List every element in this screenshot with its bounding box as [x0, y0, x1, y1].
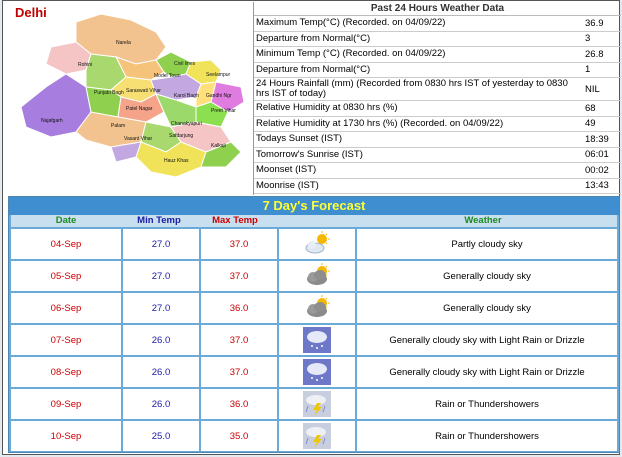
light-rain-icon	[279, 325, 357, 355]
past-24h-label: Moonset (IST)	[256, 164, 317, 176]
forecast-max-temp: 36.0	[201, 389, 279, 419]
forecast-weather: Generally cloudy sky	[443, 302, 531, 314]
past-24h-row	[254, 132, 621, 148]
forecast-weather: Rain or Thundershowers	[435, 398, 539, 410]
delhi-map-panel	[6, 2, 252, 192]
forecast-row	[11, 293, 617, 323]
past-24h-value: 3	[585, 33, 591, 45]
past-24h-label: 24 Hours Rainfall (mm) (Recorded from 0830 hrs IST of yesterday to 0830 hrs IST of today)	[256, 78, 568, 99]
forecast-date: 09-Sep	[11, 389, 123, 419]
past-24h-value: 68	[585, 102, 596, 114]
header-date: Date	[55, 215, 77, 226]
forecast-weather: Generally cloudy sky with Light Rain or Drizzle	[389, 334, 585, 346]
map-label-karol-bagh: Karol Bagh	[174, 93, 199, 99]
past-24h-label: Maximum Temp(°C) (Recorded. on 04/09/22)	[256, 17, 446, 29]
header-icon	[273, 215, 349, 227]
past-24h-row	[254, 63, 621, 79]
past-24h-weather-table	[253, 2, 621, 195]
forecast-row	[11, 261, 617, 291]
forecast-weather: Rain or Thundershowers	[435, 430, 539, 442]
forecast-max-temp: 35.0	[201, 421, 279, 451]
past-24h-row	[254, 16, 621, 32]
map-label-kalkaji: Kalkaji	[211, 143, 226, 149]
past-24h-label: Tomorrow's Sunrise (IST)	[256, 148, 363, 160]
forecast-header-row	[11, 215, 617, 227]
header-min-temp: Min Temp	[137, 215, 181, 226]
forecast-row	[11, 357, 617, 387]
forecast-row	[11, 389, 617, 419]
past-24h-value: 36.9	[585, 17, 604, 29]
past-24h-value: 18:39	[585, 133, 609, 145]
past-24h-value: 26.8	[585, 48, 604, 60]
forecast-date: 08-Sep	[11, 357, 123, 387]
forecast-weather: Generally cloudy sky	[443, 270, 531, 282]
forecast-date: 10-Sep	[11, 421, 123, 451]
past-24h-label: Departure from Normal(°C)	[256, 32, 371, 44]
forecast-weather: Generally cloudy sky with Light Rain or Drizzle	[389, 366, 585, 378]
map-label-vasant-vihar: Vasant Vihar	[124, 136, 153, 142]
map-label-punjabi-bagh: Punjabi Bagh	[94, 90, 124, 96]
past-24h-row	[254, 148, 621, 164]
forecast-max-temp: 37.0	[201, 357, 279, 387]
map-label-palam: Palam	[111, 123, 126, 129]
map-label-chanakyapuri: Chanakyapuri	[171, 121, 202, 127]
past-24h-title: Past 24 Hours Weather Data	[254, 2, 621, 16]
map-label-safdarjung: Safdarjung	[169, 133, 194, 139]
forecast-max-temp: 36.0	[201, 293, 279, 323]
map-label-model-town: Model Town	[154, 73, 181, 79]
past-24h-label: Todays Sunset (IST)	[256, 133, 343, 145]
past-24h-label: Relative Humidity at 0830 hrs (%)	[256, 102, 398, 114]
forecast-max-temp: 37.0	[201, 229, 279, 259]
past-24h-row	[254, 32, 621, 48]
past-24h-value: NIL	[585, 83, 600, 95]
forecast-row	[11, 325, 617, 355]
forecast-min-temp: 27.0	[123, 229, 201, 259]
thundershower-icon	[279, 389, 357, 419]
past-24h-row	[254, 179, 621, 195]
map-label-seelampur: Seelampur	[206, 72, 231, 78]
forecast-weather: Partly cloudy sky	[451, 238, 523, 250]
forecast-max-temp: 37.0	[201, 261, 279, 291]
forecast-date: 04-Sep	[11, 229, 123, 259]
forecast-max-temp: 37.0	[201, 325, 279, 355]
light-rain-icon	[279, 357, 357, 387]
map-label-najafgarh: Najafgarh	[41, 118, 63, 124]
map-label-preet-vihar: Preet Vihar	[211, 108, 236, 114]
thundershower-icon	[279, 421, 357, 451]
forecast-min-temp: 26.0	[123, 325, 201, 355]
forecast-date: 06-Sep	[11, 293, 123, 323]
past-24h-value: 49	[585, 118, 596, 130]
forecast-min-temp: 26.0	[123, 389, 201, 419]
forecast-row	[11, 229, 617, 259]
forecast-min-temp: 27.0	[123, 293, 201, 323]
forecast-min-temp: 26.0	[123, 357, 201, 387]
past-24h-row	[254, 163, 621, 179]
map-label-patel-nagar: Patel Nagar	[126, 106, 153, 112]
map-label-gandhi-nagar: Gandhi Ngr	[206, 93, 232, 99]
forecast-min-temp: 25.0	[123, 421, 201, 451]
delhi-district-map[interactable]	[6, 2, 252, 192]
generally-cloudy-icon	[279, 261, 357, 291]
header-weather: Weather	[464, 215, 502, 226]
map-label-narela: Narela	[116, 40, 131, 46]
forecast-title: 7 Day's Forecast	[9, 197, 619, 215]
past-24h-label: Minimum Temp (°C) (Recorded. on 04/09/22)	[256, 48, 446, 60]
forecast-row	[11, 421, 617, 451]
forecast-date: 05-Sep	[11, 261, 123, 291]
past-24h-value: 06:01	[585, 149, 609, 161]
partly-cloudy-icon	[279, 229, 357, 259]
header-max-temp: Max Temp	[212, 215, 258, 226]
past-24h-value: 00:02	[585, 164, 609, 176]
generally-cloudy-icon	[279, 293, 357, 323]
past-24h-value: 13:43	[585, 180, 609, 192]
past-24h-row	[254, 47, 621, 63]
forecast-min-temp: 27.0	[123, 261, 201, 291]
past-24h-row	[254, 117, 621, 133]
map-title: Delhi	[15, 5, 47, 20]
map-label-civil-lines: Civil lines	[174, 61, 196, 67]
past-24h-value: 1	[585, 64, 591, 76]
map-label-rohini: Rohini	[78, 62, 93, 68]
weather-widget	[2, 0, 620, 455]
forecast-date: 07-Sep	[11, 325, 123, 355]
past-24h-label: Moonrise (IST)	[256, 179, 319, 191]
past-24h-label: Departure from Normal(°C)	[256, 63, 371, 75]
past-24h-row	[254, 78, 621, 101]
map-label-saraswati-vihar: Saraswati Vihar	[126, 88, 161, 94]
past-24h-row	[254, 101, 621, 117]
seven-day-forecast	[8, 196, 620, 453]
map-label-hauz-khas: Hauz Khas	[164, 158, 189, 164]
past-24h-label: Relative Humidity at 1730 hrs (%) (Recorded. on 04/09/22)	[256, 117, 504, 129]
